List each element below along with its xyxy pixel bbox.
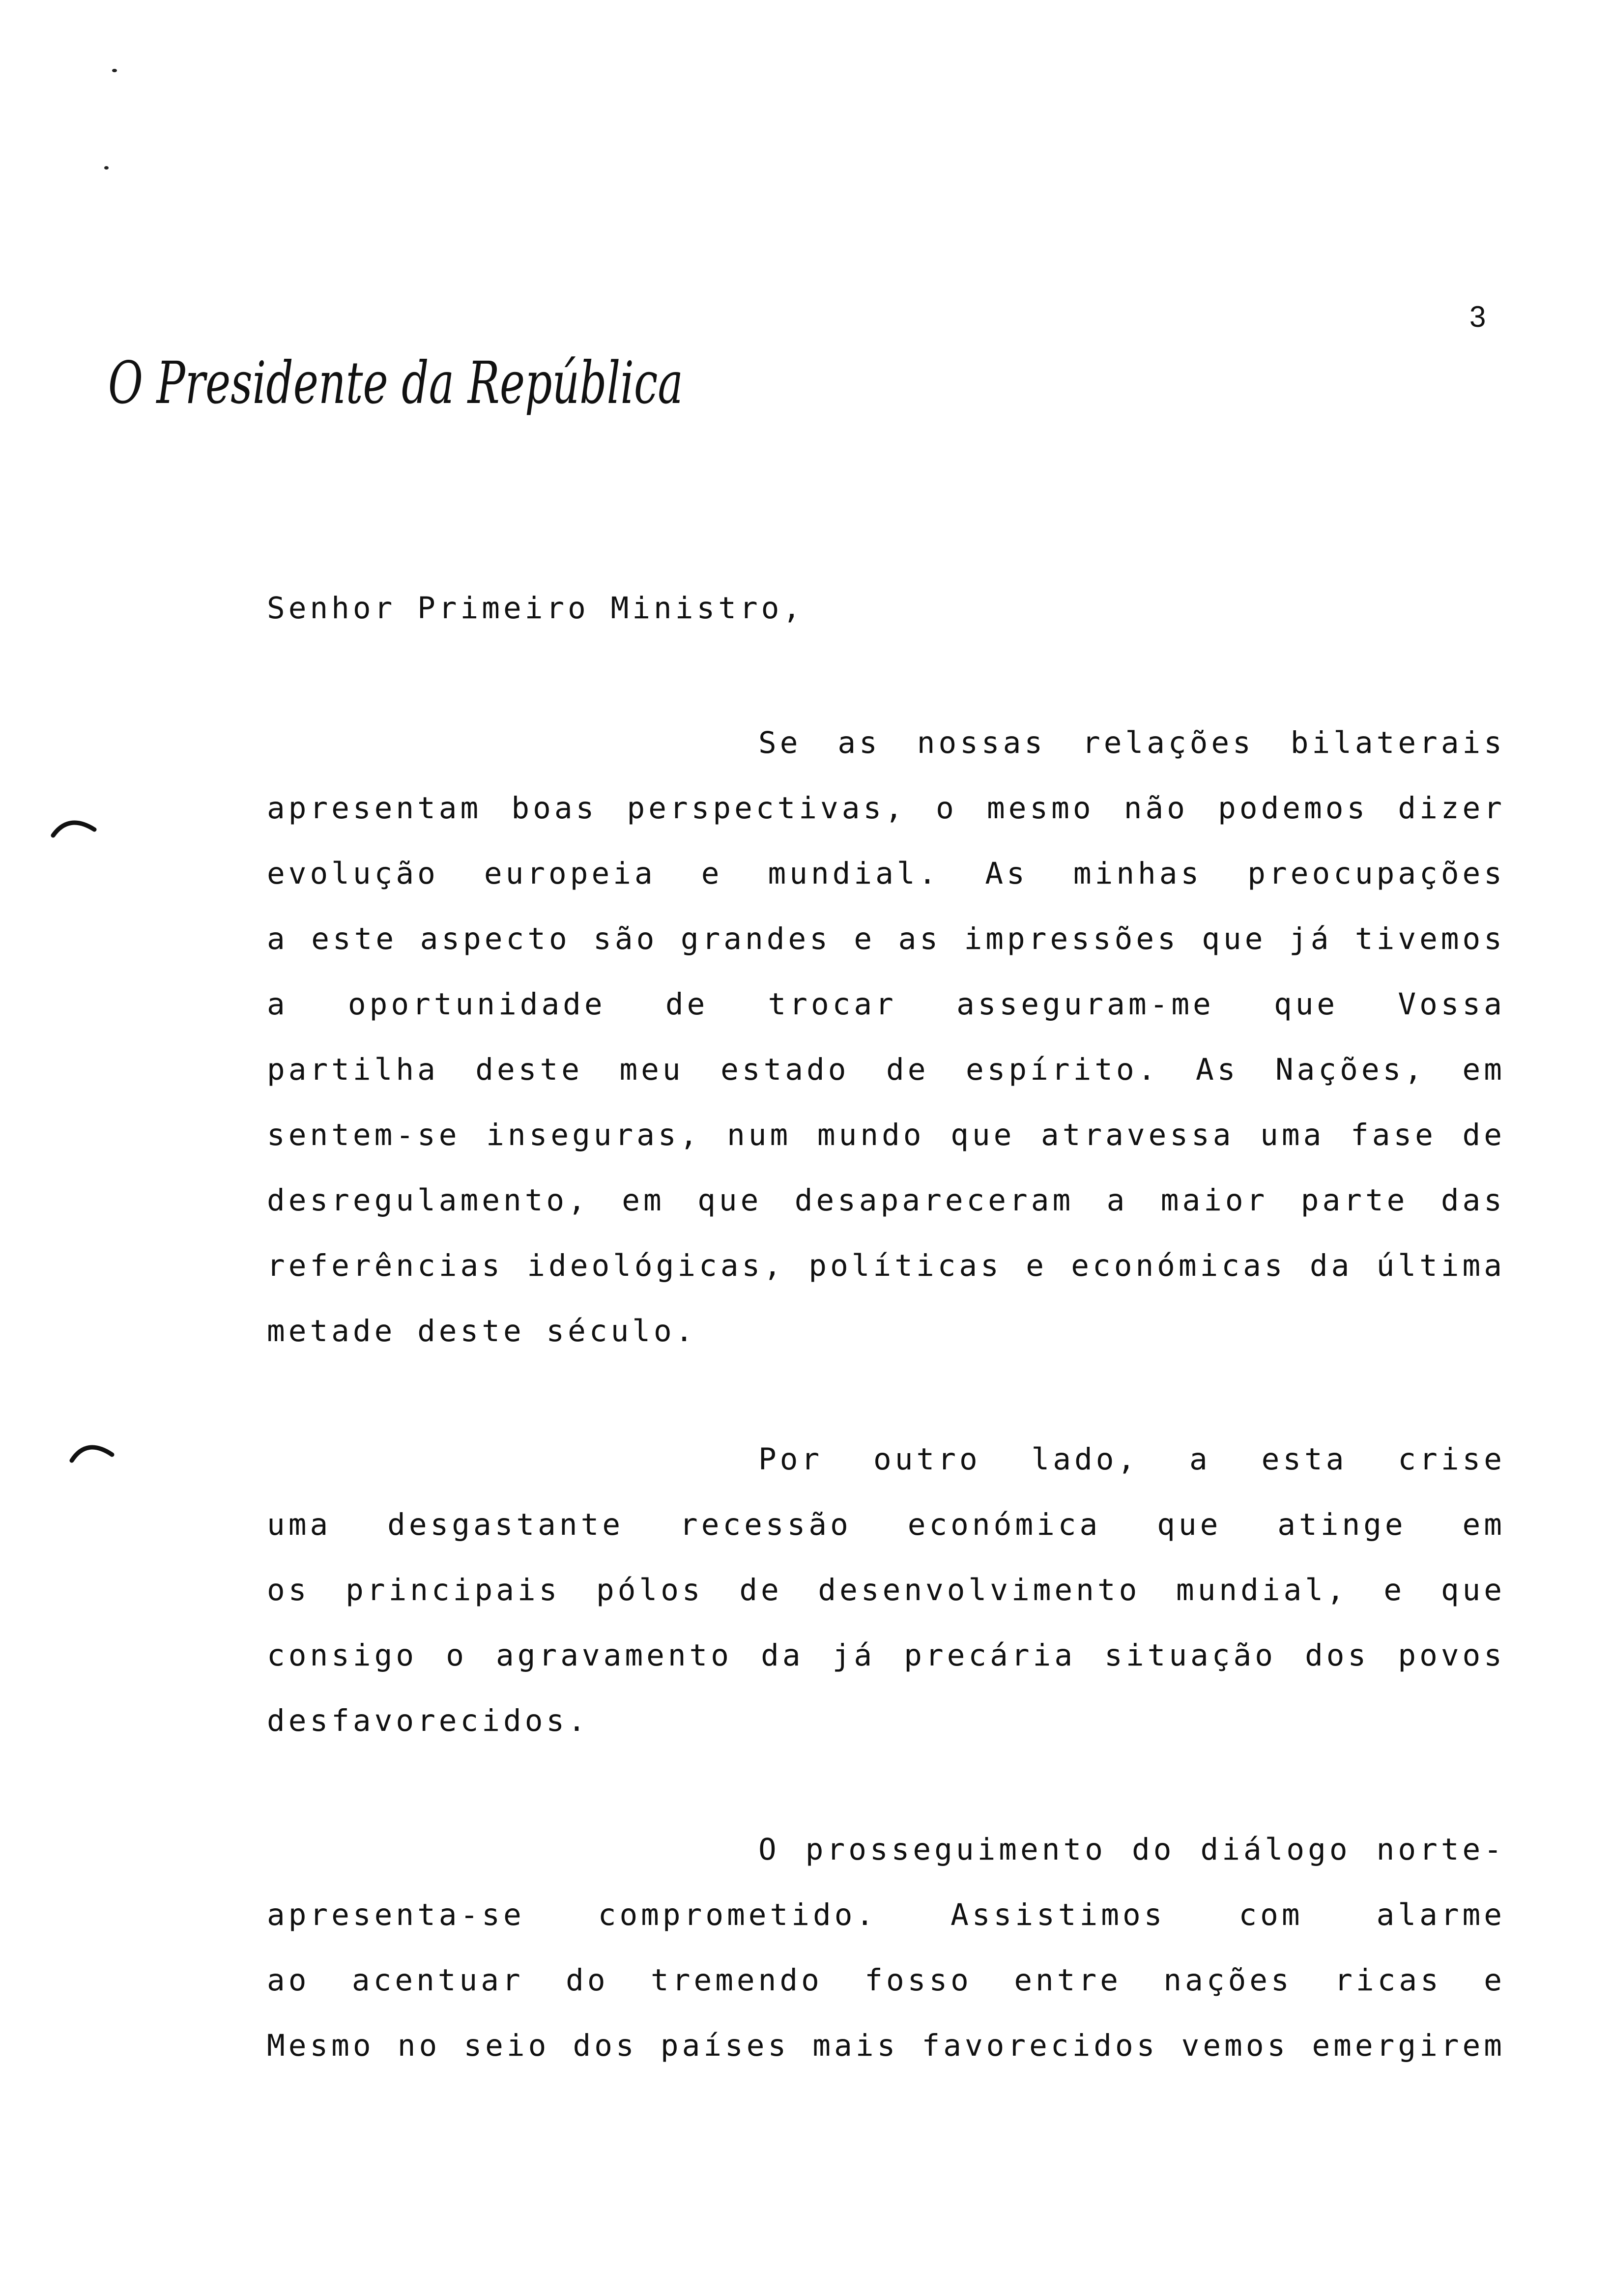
text-line: a oportunidade de trocar asseguram-me que Vossa (267, 987, 1505, 1022)
scan-speck (104, 166, 109, 170)
text-line: partilha deste meu estado de espírito. As Nações, em (267, 1052, 1505, 1087)
paragraph-3 (267, 1817, 1505, 2078)
text-line: a este aspecto são grandes e as impressões que já tivemos (267, 921, 1505, 956)
text-line: Mesmo no seio dos países mais favorecidos vemos emergirem (267, 2028, 1505, 2063)
text-line: Se as nossas relações bilaterais (758, 725, 1505, 760)
punch-hole-mark (49, 811, 98, 840)
text-line: Por outro lado, a esta crise (758, 1442, 1505, 1477)
text-line: O prosseguimento do diálogo norte- (758, 1832, 1505, 1867)
letterhead (103, 344, 693, 442)
text-line: referências ideológicas, políticas e económicas da última (267, 1248, 1505, 1283)
text-line: evolução europeia e mundial. As minhas preocupações (267, 856, 1505, 891)
text-line: metade deste século. (267, 1314, 697, 1349)
text-line: ao acentuar do tremendo fosso entre nações ricas e (267, 1963, 1505, 1998)
text-line: consigo o agravamento da já precária situação dos povos (267, 1638, 1505, 1673)
paragraph-1 (267, 710, 1505, 1364)
salutation: Senhor Primeiro Ministro, (267, 591, 805, 626)
paragraph-2 (267, 1427, 1505, 1753)
text-line: uma desgastante recessão económica que atinge em (267, 1507, 1505, 1542)
text-line: desregulamento, em que desapareceram a maior parte das (267, 1183, 1505, 1218)
text-line: os principais pólos de desenvolvimento mundial, e que (267, 1573, 1505, 1607)
text-line: apresentam boas perspectivas, o mesmo não podemos dizer (267, 791, 1505, 826)
text-line: desfavorecidos. (267, 1703, 589, 1738)
text-line: sentem-se inseguras, num mundo que atravessa uma fase de (267, 1118, 1505, 1152)
punch-hole-mark (68, 1435, 117, 1464)
text-line: apresenta-se comprometido. Assistimos com alarme (267, 1897, 1505, 1932)
page-number: 3 (1469, 300, 1486, 333)
svg-text:O Presidente da República: O Presidente da República (108, 349, 683, 417)
scan-speck (112, 69, 117, 72)
letterhead-script-logo (103, 344, 693, 442)
